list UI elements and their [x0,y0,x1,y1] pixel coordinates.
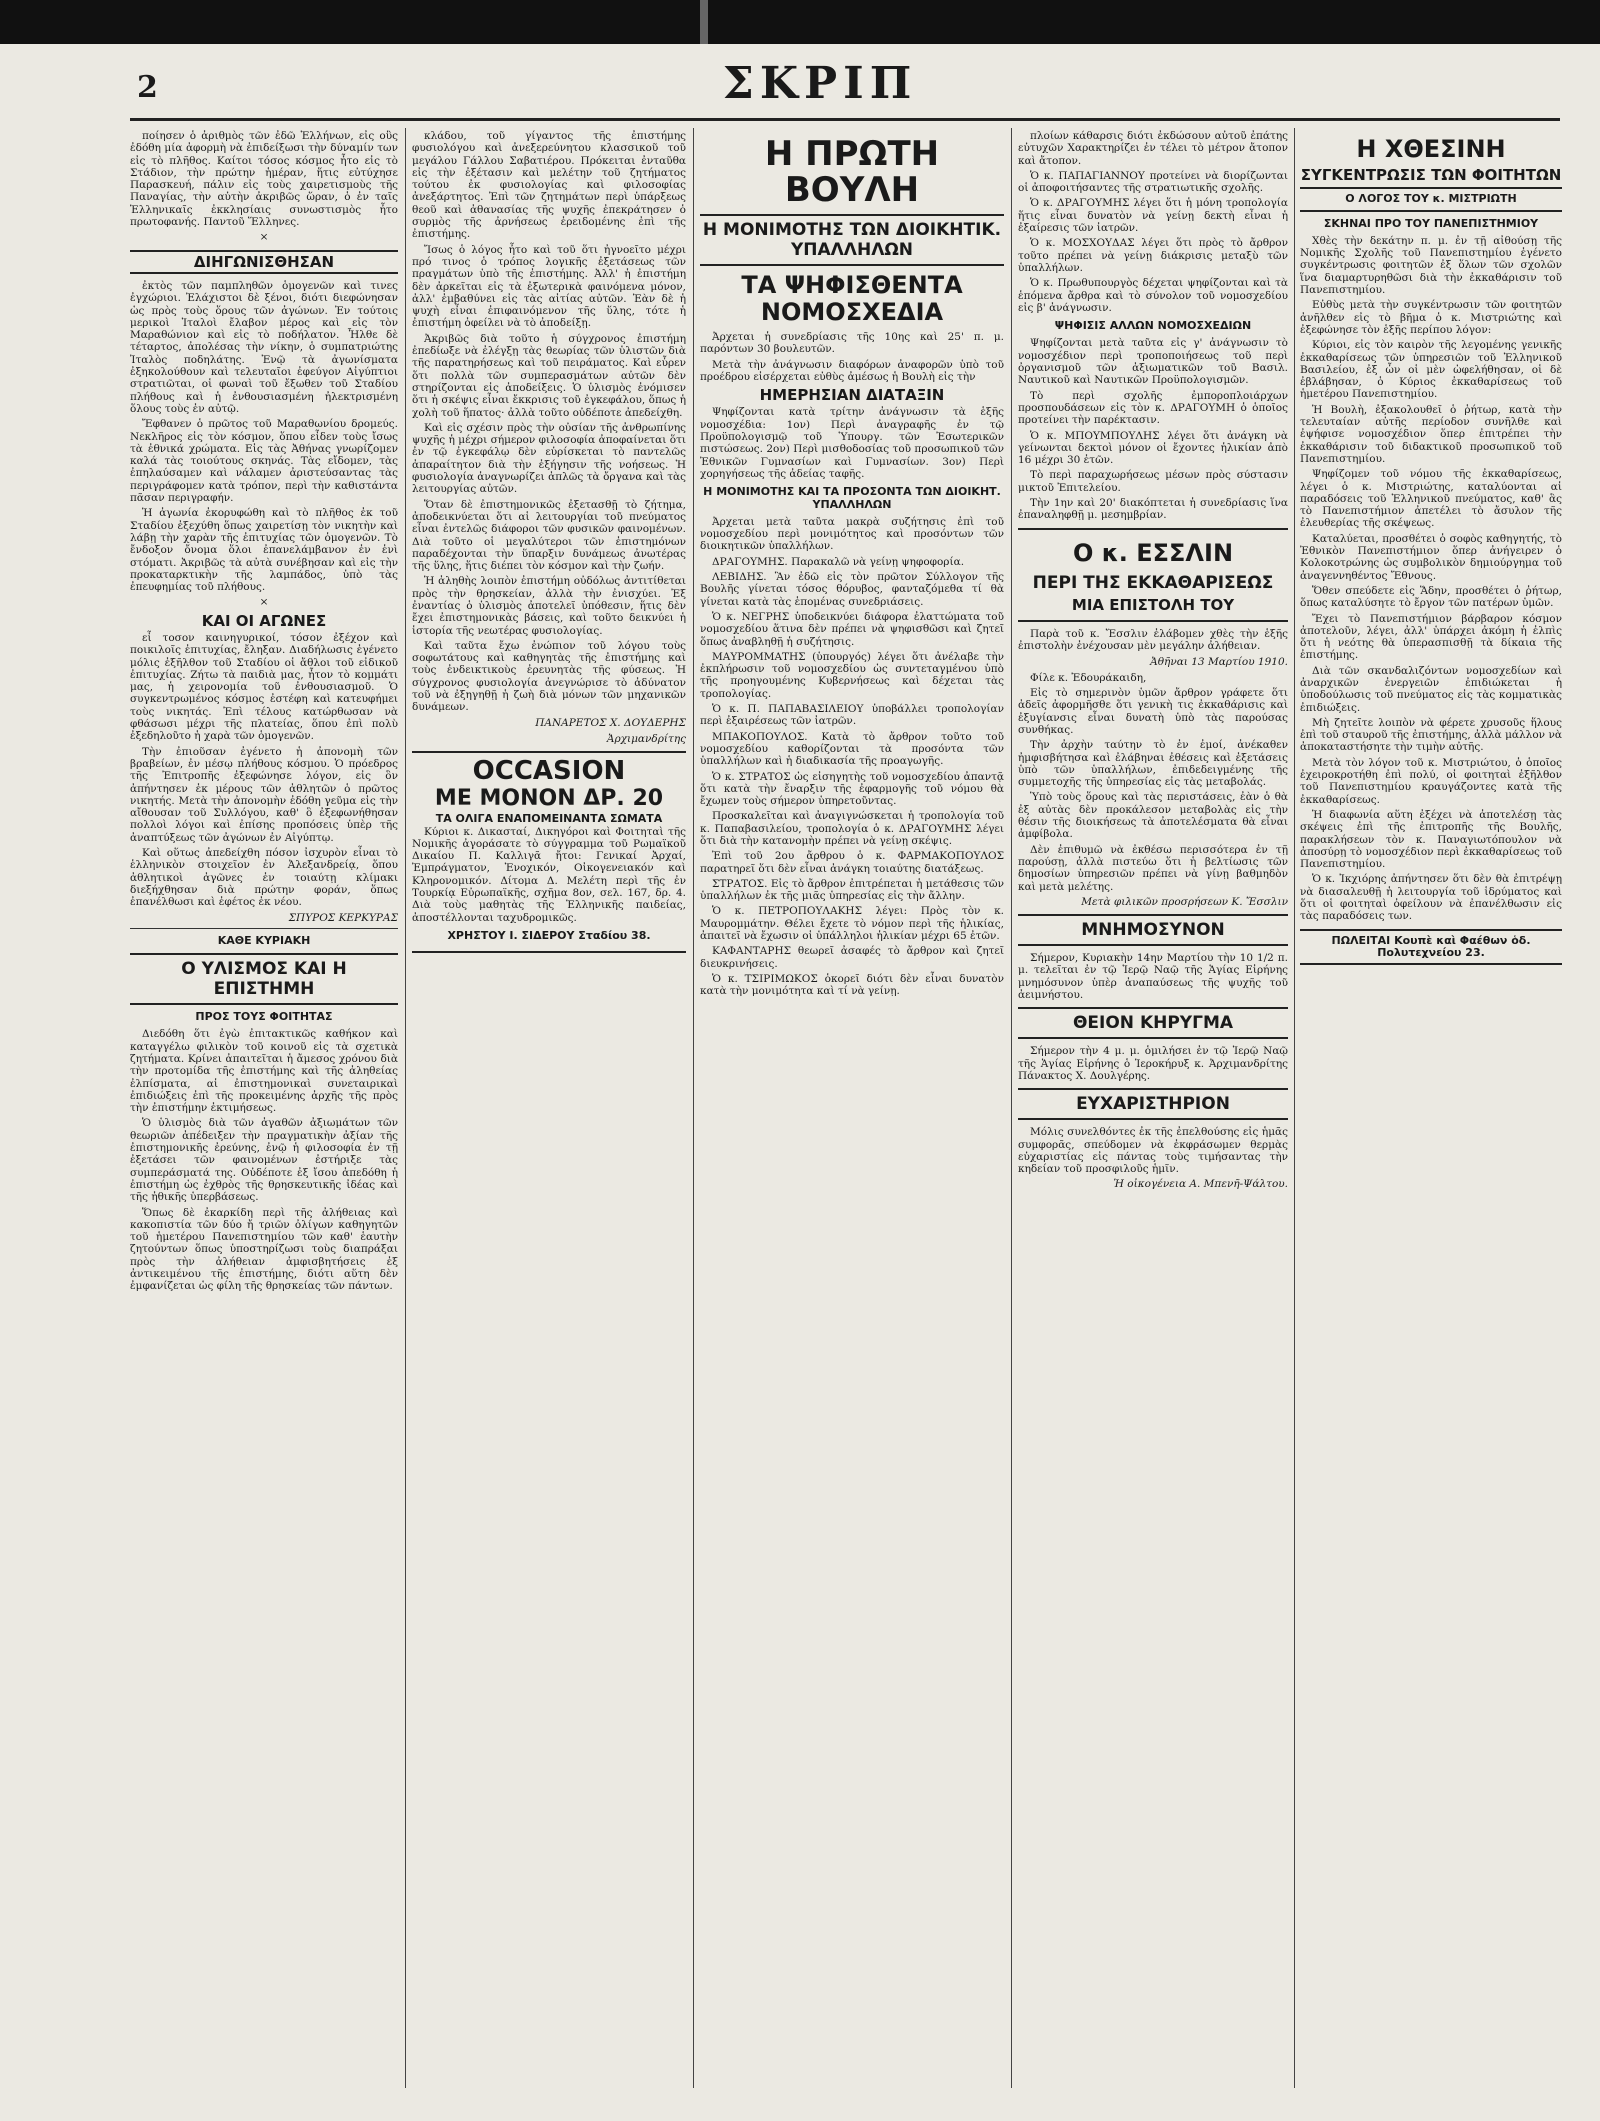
article-signature: Μετὰ φιλικῶν προσρήσεων Κ. Ἔσσλιν [1081,895,1288,908]
article-text: Ἀκριβῶς διὰ τοῦτο ἡ σύγχρονος ἐπιστήμη ἐπεδίωξε νὰ ἐλέγξῃ τὰς θεωρίας τῶν ὑλιστῶν διὰ τῆς παρατηρήσεως καὶ τοῦ πειράματος. Καὶ εὗρεν ὅτι πολλὰ τῶν συμπερασμάτων αὐτῶν δὲν στηρίζονται εἰς ἀποδείξεις. Ὁ ὑλισμὸς ἐνόμισεν ὅτι ἡ σκέψις εἶναι ἔκκρισις τοῦ ἐγκεφάλου, ὅπως ἡ χολὴ τοῦ ἥπατος· ἀλλὰ τοῦτο οὐδέποτε ἀπεδείχθη. [412,332,686,419]
classified-ad: ΠΩΛΕΙΤΑΙ Κουπὲ καὶ Φαέθων ὁδ. Πολυτεχνείου 23. [1300,929,1562,966]
page-number: 2 [137,70,158,105]
article-text: Ὁ κ. ΝΕΓΡΗΣ ὑποδεικνύει διάφορα ἐλαττώματα τοῦ νομοσχεδίου ἅτινα δὲν πρέπει νὰ ψηφισθῶσι καὶ ζητεῖ ὅπως ἀναβληθῇ ἡ συζήτησις. [700,610,1004,648]
article-text: Μετὰ τὸν λόγον τοῦ κ. Μιστριώτου, ὁ ὁποῖος ἐχειροκροτήθη ἐπὶ πολύ, οἱ φοιτηταὶ ἐξῆλθον τοῦ Πανεπιστημίου κραυγάζοντες κατὰ τῆς ἐκκαθαρίσεως. [1300,756,1562,806]
article-text: ΜΠΑΚΟΠΟΥΛΟΣ. Κατὰ τὸ ἄρθρον τοῦτο τοῦ νομοσχεδίου καθορίζονται τὰ προσόντα τῶν ὑπαλλήλων καὶ ἡ διαδικασία τῆς προαγωγῆς. [700,730,1004,768]
article-text: Προσκαλεῖται καὶ ἀναγιγνώσκεται ἡ τροπολογία τοῦ κ. Παπαβασιλείου, τροπολογία ὁ κ. ΔΡΑΓΟΥΜΗΣ λέγει ὅτι διὰ τὴν κατανομὴν πρέπει νὰ γείνῃ σκέψις. [700,810,1004,847]
ad-price: ΜΕ ΜΟΝΟΝ ΔΡ. 20 [434,786,664,812]
article-text: Καὶ εἰς σχέσιν πρὸς τὴν οὐσίαν τῆς ἀνθρωπίνης ψυχῆς ἡ μέχρι σήμερον φιλοσοφία ἀποφαίνεται ὅτι ἐν τῷ ἐγκεφάλῳ δὲν εὑρίσκεται τὸ παντελῶς ἀπαραίτητον διὰ τὴν ἐξήγησιν τῆς νοήσεως. Ἡ φυσιολογία ἀναγνωρίζει ἀπλῶς τὰ ὄργανα καὶ τὰς λειτουργίας αὐτῶν. [412,421,686,496]
article-headline-line-2: ΠΕΡΙ ΤΗΣ ΕΚΚΑΘΑΡΙΣΕΩΣ [1032,572,1274,593]
top-scan-border [0,0,1600,44]
article-text: Μετὰ τὴν ἀνάγνωσιν διαφόρων ἀναφορῶν ὑπὸ τοῦ προέδρου εἰσέρχεται εὐθὺς ἀμέσως ἡ Βουλὴ εἰς τὴν [700,358,1004,383]
article-text: ΔΡΑΓΟΥΜΗΣ. Παρακαλῶ νὰ γείνῃ ψηφοφορία. [712,555,965,568]
article-text: Ἀρχεται μετὰ ταῦτα μακρὰ συζήτησις ἐπὶ τοῦ νομοσχεδίου περὶ μονιμότητος καὶ προσόντων τῶν διοικητικῶν ὑπαλλήλων. [700,515,1004,553]
article-text: Ὅταν δὲ ἐπιστημονικῶς ἐξετασθῇ τὸ ζήτημα, ἀποδεικνύεται ὅτι αἱ λειτουργίαι τοῦ πνεύματος εἶναι ἐντελῶς διάφοροι τῶν φυσικῶν φαινομένων. Διὰ τοῦτο οἱ μεγαλύτεροι τῶν ἐπιστημόνων παραδέχονται τὴν ὕπαρξιν δυνάμεως ἀνωτέρας τῆς ὕλης, ἥτις διέπει τὸν κόσμον καὶ τὴν ζωήν. [412,498,686,573]
article-text: Ὁ κ. ΠΑΠΑΓΙΑΝΝΟΥ προτείνει νὰ διορίζωνται οἱ ἀποφοιτήσαντες τῆς στρατιωτικῆς σχολῆς. [1018,169,1288,195]
article-text: Ὁ κ. Ἰκχιόρης ἀπήντησεν ὅτι δὲν θὰ ἐπιτρέψῃ νὰ διασαλευθῇ ἡ λειτουργία τοῦ ἱδρύματος καὶ ὅτι οἱ φοιτηταὶ ὀφείλουν νὰ ἐπανέλθωσιν εἰς τὰς παραδόσεις των. [1300,873,1562,923]
article-text: Ψηφίζονται μετὰ ταῦτα εἰς γ' ἀνάγνωσιν τὸ νομοσχέδιον περὶ τροποποιήσεως τοῦ περὶ ὀργανισμοῦ τῶν ἀξιωματικῶν τοῦ Βασιλ. Ναυτικοῦ καὶ Ναυτικῶν Προϋπολογισμῶν. [1018,337,1288,387]
article-text: Τὸ περὶ παραχωρήσεως μέσων πρὸς σύστασιν μικτοῦ Ἐπιτελείου. [1018,469,1288,494]
article-text: ΚΑΦΑΝΤΑΡΗΣ θεωρεῖ ἀσαφές τὸ ἄρθρον καὶ ζητεῖ διευκρινήσεις. [700,945,1004,970]
article-headline-line-2: ΣΥΓΚΕΝΤΡΩΣΙΣ ΤΩΝ ΦΟΙΤΗΤΩΝ [1300,166,1562,184]
notice-text: Μόλις συνελθόντες ἐκ τῆς ἐπελθούσης εἰς ἡμᾶς συμφορᾶς, σπεύδομεν νὰ ἐκφράσωμεν θερμὰς εὐχαριστίας εἰς πάντας τοὺς τιμήσαντας τὴν κηδείαν τοῦ προσφιλοῦς ἡμῖν. [1018,1126,1288,1176]
section-heading: ΨΗΦΙΣΙΣ ΑΛΛΩΝ ΝΟΜΟΣΧΕΔΙΩΝ [1054,319,1252,333]
article-text: Ἐπὶ τοῦ 2ου ἄρθρου ὁ κ. ΦΑΡΜΑΚΟΠΟΥΛΟΣ παρατηρεῖ ὅτι δὲν εἶναι ἀνάγκη τοιαύτης διατάξεως. [700,850,1004,875]
article-text: Καὶ οὕτως ἀπεδείχθη πόσον ἰσχυρὸν εἶναι τὸ ἑλληνικὸν στοιχεῖον ἐν Ἀλεξανδρείᾳ, ὅπου ἀθλητικοὶ ἀγῶνες ἐν τοιαύτῃ κλίμακι διεξήχθησαν διὰ πρώτην φοράν, ὅπως ἐπανέλθωσι καὶ ἐφέτος ἐκ νέου. [130,847,398,909]
article-subheading-2: ΣΚΗΝΑΙ ΠΡΟ ΤΟΥ ΠΑΝΕΠΙΣΤΗΜΙΟΥ [1323,216,1539,230]
article-subheading: Ο ΛΟΓΟΣ ΤΟΥ κ. ΜΙΣΤΡΙΩΤΗ [1300,187,1562,211]
article-text: Τὴν 1ην καὶ 20' διακόπτεται ἡ συνεδρίασις ἵνα ἐπαναληφθῇ μ. μεσημβρίαν. [1018,497,1288,522]
ad-address: ΧΡΗΣΤΟΥ Ι. ΣΙΔΕΡΟΥ Σταδίου 38. [447,928,651,942]
article-text: Τὴν ἐπιοῦσαν ἐγένετο ἡ ἀπονομὴ τῶν βραβείων, ἐν μέσῳ πλήθους κόσμου. Ὁ πρόεδρος τῆς Ἐπιτροπῆς ἐξεφώνησε λόγον, εἰς ὃν ἀπήντησεν ἐκ μέρους τῶν ἀθλητῶν ὁ πρῶτος νικητής. Μετὰ τὴν ἀπονομὴν ἐδόθη γεῦμα εἰς τὴν αἴθουσαν τοῦ Συλλόγου, καθ' ὃ ἐξεφωνήθησαν πολλοὶ λόγοι καὶ ἐπίσης προπόσεις ὑπὲρ τῆς ἀναπτύξεως τῶν ἀγώνων ἐν Αἰγύπτῳ. [130,745,398,844]
article-text: Δὲν ἐπιθυμῶ νὰ ἐκθέσω περισσότερα ἐν τῇ παρούσῃ, ἀλλὰ πιστεύω ὅτι ἡ βελτίωσις τῶν δημοσίων ὑπηρεσιῶν πρέπει νὰ γίνῃ βαθμηδὸν καὶ μετὰ μελέτης. [1018,843,1288,893]
advertisement [412,751,686,953]
article-text: Καταλύεται, προσθέτει ὁ σοφὸς καθηγητής, τὸ Ἐθνικὸν Πανεπιστήμιον ὅπερ ἀνήγειρεν ὁ Κολοκοτρώνης ὡς συμβολικὸν δημιούργημα τοῦ ἀναγεννηθέντος Ἔθνους. [1300,532,1562,582]
article-text: Ὅθεν σπεύδετε εἰς Ἅδην, προσθέτει ὁ ῥήτωρ, ὅπως καταλύσητε τὸ ἔργον τῶν πατέρων ὑμῶν. [1300,584,1562,610]
article-subheading: ΜΙΑ ΕΠΙΣΤΟΛΗ ΤΟΥ [1071,595,1235,614]
letter-greeting: Φίλε κ. Ἐδουράκαιδη, [1030,671,1147,684]
article-text: Ψηφίζομεν τοῦ νόμου τῆς ἐκκαθαρίσεως, λέγει ὁ κ. Μιστριώτης, καταλύονται αἱ παραδόσεις τοῦ Ἑλληνικοῦ πνεύματος, καθ' ἃς τὸ Πανεπιστήμιον ἀπετέλει τὸ ἄσυλον τῆς ἐλευθερίας τῆς σκέψεως. [1300,468,1562,530]
article-headline: Η ΧΘΕΣΙΝΗ [1356,135,1506,163]
kicker: ΚΑΘΕ ΚΥΡΙΑΚΗ [217,933,311,947]
notice-text: Σήμερον τὴν 4 μ. μ. ὁμιλήσει ἐν τῷ Ἱερῷ Ναῷ τῆς Ἁγίας Εἰρήνης ὁ Ἱεροκήρυξ κ. Ἀρχιμανδρίτης Πάνακτος Χ. Δουλγέρης. [1018,1045,1288,1082]
article-text: εἶ τοσον καινηγυρικοί, τόσον ἐξέχον καὶ ποικιλοῖς ἐπιτυχίας, ἔληξαν. Διαδήλωσις ἐγένετο μόλις ἐξῆλθον τοῦ Σταδίου οἱ ἄθλοι τοῦ εἰδικοῦ ἐπιτυχίας. Ζήτω τὰ παιδιὰ μας, ἦτον τὸ κομμάτι μας, ἡ χειρονομία τοῦ ἐνθουσιασμοῦ. Ὁ συγκεντρωμένος κόσμος ἐστέφη καὶ κατευφήμει τοὺς νικητάς. Ἐπὶ τέλους κατώρθωσαν νὰ φθάσωσι μέχρι τῆς πλατείας, ὅπου ἐπὶ πολὺ ἐξεδηλοῦτο ἡ χαρὰ τῶν ὁμογενῶν. [130,631,398,743]
article-text: Ὁ κ. ΜΟΣΧΟΥΔΑΣ λέγει ὅτι πρὸς τὸ ἄρθρον τοῦτο πρέπει νὰ γείνῃ διάκρισις μεταξὺ τῶν ὑπαλλήλων. [1018,237,1288,274]
column-divider [1294,128,1295,2088]
section-heading: ΗΜΕΡΗΣΙΑΝ ΔΙΑΤΑΞΙΝ [759,386,945,405]
main-headline-line-2: Η ΜΟΝΙΜΟΤΗΣ ΤΩΝ ΔΙΟΙΚΗΤΙΚ. ΥΠΑΛΛΗΛΩΝ [700,214,1004,266]
article-signature: ΣΠΥΡΟΣ ΚΕΡΚΥΡΑΣ [288,911,398,924]
column-divider [405,128,406,2088]
article-text: Ἀρχεται ἡ συνεδρίασις τῆς 10ης καὶ 25' π. μ. παρόντων 30 βουλευτῶν. [700,331,1004,356]
article-text: Εἰς τὸ σημερινὸν ὑμῶν ἄρθρον γράφετε ὅτι ἀδεῖς ἀφορμῆσθε ὅτι γενικὴ τις ἐκκαθάρισις καὶ ἐξυγίανσις εἶναι δυνατὴ ὑπὸ τὰς παρούσας συνθήκας. [1018,687,1288,736]
article-text: Διὰ τῶν σκανδαλιζόντων νομοσχεδίων καὶ ἀναρχικῶν ἐνεργειῶν ἐπιδιώκεται ἡ ὑποδούλωσις τοῦ πνεύματος εἰς τὰς κομματικὰς ἐπιδιώξεις. [1300,664,1562,714]
article-signature: ΠΑΝΑΡΕΤΟΣ Χ. ΔΟΥΔΕΡΗΣ [535,716,686,729]
ad-title: OCCASION [472,756,626,787]
header-rule [130,118,1560,121]
article-text: Ἡ Βουλὴ, ἐξακολουθεῖ ὁ ῥήτωρ, κατὰ τὴν τελευταίαν αὐτῆς περίοδον συνῆλθε καὶ ἐψήφισε νομοσχέδιον ὅπερ ἐπιτρέπει τὴν ἐκκαθάρισιν τοῦ διδακτικοῦ προσωπικοῦ τοῦ Πανεπιστημίου. [1300,403,1562,465]
article-text: κλάδου, τοῦ γίγαντος τῆς ἐπιστήμης φυσιολόγου καὶ ἀνεξερεύνητου κλασσικοῦ τοῦ μεγάλου Γάλλου Σαβατιέρου. Πρόκειται ἐνταῦθα εἰς τὴν ἐξέτασιν καὶ μελέτην τοῦ ζητήματος τούτου ἐκ φυσιολογίας καὶ φιλοσοφίας ἀνεξάρτητος. Ἐπὶ τῶν ζητημάτων περὶ ὑπάρξεως θεοῦ καὶ ἀθανασίας τῆς ψυχῆς ἐπεκράτησεν ὁ συρμὸς τῆς ἀρνήσεως ἐρειδομένης ἐπὶ τῆς ἐπιστήμης. [412,130,686,241]
article-text: ΛΕΒΙΔΗΣ. Ἂν ἐδῶ εἰς τὸν πρῶτον Σύλλογον τῆς Βουλῆς γίνεται τόσος θόρυβος, φανταζόμεθα τί θὰ γίνεται κατὰ τὰς ἑπομένας συνεδριάσεις. [700,571,1004,608]
notice-heading: ΘΕΙΟΝ ΚΗΡΥΓΜΑ [1018,1007,1288,1039]
article-text: Ἔφθανεν ὁ πρῶτος τοῦ Μαραθωνίου δρομεύς. Νεκλῆρος εἰς τὸν κόσμον, ὅπου εἶδεν τοὺς ἴσως τὰ ἐθνικά χρώματα. Εἰς τὰς Ἀθήνας γνωρίζομεν καλά τὰς τοιούτους σκηνάς. Τὰς εἴδομεν, τὰς ἐπηλαύσαμεν καὶ νάλαμεν ἀριστεύσαντας τὰς περιγράφομεν κατὰ τρόπον, περὶ τὴν καθιστάντα πᾶσαν περιγραφήν. [130,418,398,505]
article-text: ΜΑΥΡΟΜΜΑΤΗΣ (ὑπουργός) λέγει ὅτι ἀνέλαβε τὴν ἐκπλήρωσιν τοῦ νομοσχεδίου ὡς συντεταγμένου ὑπὸ τῆς προηγουμένης Κυβερνήσεως καὶ δέχεται τὰς τροπολογίας. [700,650,1004,700]
article-subheading: ΠΡΟΣ ΤΟΥΣ ΦΟΙΤΗΤΑΣ [195,1010,333,1024]
column-2 [412,130,686,2080]
article-headline: Ο ΥΛΙΣΜΟΣ ΚΑΙ Η ΕΠΙΣΤΗΜΗ [130,953,398,1005]
article-text: Διεδόθη ὅτι ἐγὼ ἐπιτακτικῶς καθήκον καὶ καταγγέλω φιλικὸν τοῦ κοινοῦ εἰς τὰ σχετικὰ ζητήματα. Κρίνει ἀπαιτεῖται ἡ ἄμεσος χρόνου διὰ τὴν προτομίδα τῆς ἐπιστήμης καὶ τῆς ἀληθείας ἐλπίσματα, αἱ ἐπιστημονικαὶ συνεταιρικαὶ ἐπιδιώξεις ἐπὶ τῆς προκειμένης ἀρχῆς τῆς πρὸς τὴν ἐπιστήμην ἐκτιμήσεως. [130,1028,398,1115]
article-text: Ἡ ἀληθὴς λοιπὸν ἐπιστήμη οὐδόλως ἀντιτίθεται πρὸς τὴν θρησκείαν, ἀλλὰ τὴν ἐνισχύει. Ἐξ ἐναντίας ὁ ὑλισμὸς ἀποτελεῖ ὑπόθεσιν, ἥτις δὲν ἔχει ἐπιστημονικὰς βάσεις, καὶ τοῦτο δεικνύει ἡ ἱστορία τῆς νεωτέρας φυσιολογίας. [412,575,686,637]
article-text: Ὁ κ. ΔΡΑΓΟΥΜΗΣ λέγει ὅτι ἡ μόνη τροπολογία ἥτις εἶναι δυνατὸν νὰ γείνῃ δεκτὴ εἶναι ἡ ἐξαίρεσις τῶν ἰατρῶν. [1018,197,1288,235]
article-text: Ὁ κ. ΜΠΟΥΜΠΟΥΛΗΣ λέγει ὅτι ἀνάγκη νὰ γείνωνται δεκτοὶ μόνον οἱ ἔχοντες ἡλικίαν ἀπὸ 16 μέχρι 30 ἐτῶν. [1018,429,1288,467]
article-text: Τὸ περὶ σχολῆς ἐμποροπλοιάρχων προσπουδάσεων εἰς τὸν κ. ΔΡΑΓΟΥΜΗ ὁ ὁποῖος προτείνει τὴν παρέκτασιν. [1018,389,1288,427]
article-text: Ἔχει τὸ Πανεπιστήμιον βάρβαρον κόσμον ἀποτελοῦν, λέγει, ἀλλ' ὑπάρχει ἀκόμη ἡ ἐλπὶς ὅτι ἡ νεότης θὰ ὑπερασπισθῇ τὰ δίκαια τῆς ἐπιστήμης. [1300,612,1562,662]
article-text: Ψηφίζονται κατὰ τρίτην ἀνάγνωσιν τὰ ἑξῆς νομοσχέδια: 1ον) Περὶ ἀναγραφῆς ἐν τῷ Προϋπολογισμῷ τοῦ Ὑπουργ. τῶν Ἐσωτερικῶν πιστώσεως. 2ον) Περὶ μισθοδοσίας τοῦ προσωπικοῦ τῶν Ἐθνικῶν Γυμνασίων καὶ Γυμνασίων. 3ον) Περὶ χορηγήσεως τῆς ἀδείας ταφῆς. [700,406,1004,480]
article-text: Κύριοι, εἰς τὸν καιρὸν τῆς λεγομένης γενικῆς ἐκκαθαρίσεως τῶν ὑπηρεσιῶν τοῦ Ἑλληνικοῦ Βασιλείου, ἐξ ὧν οἱ μὲν ὠφελήθησαν, οἱ δὲ ἐβλάβησαν, ὁ Κύριος ἐκκαθαρίσεως τοῦ ἡμετέρου Πανεπιστημίου. [1300,339,1562,401]
article-text: Χθὲς τὴν δεκάτην π. μ. ἐν τῇ αἰθούσῃ τῆς Νομικῆς Σχολῆς τοῦ Πανεπιστημίου ἐγένετο συγκέντρωσις φοιτητῶν ἐξ ὅλων τῶν σχολῶν ἵνα διαμαρτυρηθῶσι διὰ τὴν ἐκκαθάρισιν τοῦ Πανεπιστημίου. [1300,234,1562,297]
signature-role: Ἀρχιμανδρίτης [606,732,686,745]
article-text: Ὁ κ. ΣΤΡΑΤΟΣ ὡς εἰσηγητὴς τοῦ νομοσχεδίου ἀπαντᾷ ὅτι κατὰ τὴν ἔναρξιν τῆς ἐφαρμογῆς τοῦ νόμου θὰ ἔχωμεν τοὺς σήμερον ὑπηρετοῦντας. [700,770,1004,808]
letter-date: Ἀθῆναι 13 Μαρτίου 1910. [1150,655,1288,668]
article-text: ἐκτὸς τῶν παμπληθῶν ὁμογενῶν καὶ τινες ἐγχώριοι. Ἐλάχιστοι δὲ ξένοι, διότι διεφώνησαν ὡς πρὸς τοὺς ὅρους τῶν ἀγώνων. Ἐν τούτοις μερικοὶ Ἰταλοὶ ἔλαβον μέρος καὶ εἰς τὸν Μαραθώνιον καὶ εἰς τὸ ποδήλατον. Ἦλθε δὲ τέταρτος, ἀπολέσας τὴν νίκην, ὁ συμπατριώτης Ἰταλὸς ποδηλάτης. Ἐνῷ τὰ ἀγωνίσματα ἐξηκολούθουν καὶ τελευταῖοι ἐφεύγον Αἰγύπτιοι στρατιῶται, οἱ φωναὶ τοῦ ἔξωθεν τοῦ Σταδίου πλήθους καὶ ἡ ἐνθουσιασμένη ἠλεκτρισμένη ὅλους τοὺς ἐν αὐτῷ. [130,279,398,415]
article-text: Παρὰ τοῦ κ. Ἔσσλιν ἐλάβομεν χθὲς τὴν ἑξῆς ἐπιστολὴν ἐνέχουσαν μὲν μεγάλην ἀλήθειαν. [1018,627,1288,653]
article-text: Εὐθὺς μετὰ τὴν συγκέντρωσιν τῶν φοιτητῶν ἀνῆλθεν εἰς τὸ βῆμα ὁ κ. Μιστριώτης καὶ ἐξεφώνησε τὸν ἑξῆς περίπου λόγον: [1300,299,1562,336]
column-divider [693,128,694,2088]
column-1 [130,130,398,2080]
notice-heading: ΕΥΧΑΡΙΣΤΗΡΙΟΝ [1018,1088,1288,1120]
article-text: Τὴν ἀρχὴν ταύτην τὸ ἐν ἐμοί, ἀνέκαθεν ἠμφισβήτησα καὶ ἐλάβηναι ἐθέσεις καὶ ἐξετάσεις ὑπὸ τῶν ὑπαλλήλων, ἐπιδεδειγμένης τῆς συμμετοχῆς τῆς ὑπηρεσίας εἰς τὰς μεταβολάς. [1018,739,1288,789]
article-text: ΣΤΡΑΤΟΣ. Εἰς τὸ ἄρθρον ἐπιτρέπεται ἡ μετάθεσις τῶν ὑπαλλήλων ἐκ τῆς μιᾶς ὑπηρεσίας εἰς τὴν ἄλλην. [700,877,1004,903]
article-text: Ὅπως δὲ ἐκαρκίδη περὶ τῆς ἀλήθειας καὶ κακοπιστία τῶν δύο ἤ τριῶν ὀλίγων καθηγητῶν τοῦ ἡμετέρου Πανεπιστημίου τῶν καθ' ἑαυτὴν ζητούντων ὅπως ὑποστηρίζωσι τοὺς διαπράξαι πρὸς τὴν ἀλήθειαν ἀμφισβητήσεις ἐξ ἀντικειμένου τῆς ἐπιστήμης, διότι αὕτη δὲν ἐμφανίζεται ὡς φίλη τῆς θρησκείας τῶν πάντων. [130,1206,398,1293]
notice-heading: ΜΝΗΜΟΣΥΝΟΝ [1018,914,1288,946]
separator-cross: × [259,596,269,609]
main-headline: Η ΠΡΩΤΗ ΒΟΥΛΗ [764,134,940,210]
article-text: Ἡ ἀγωνία ἐκορυφώθη καὶ τὸ πλῆθος ἐκ τοῦ Σταδίου ἐξεχύθη ὅπως χαιρετίσῃ τὸν νικητὴν καὶ λάβῃ τὴν χαρὰν τῆς ἐπιτυχίας τῶν ὁμογενῶν. Τὸ ἔνδοξον ὄνομα ὅλοι ἐπανελάμβανον ἐν ἑνὶ στόματι. Ἀκριβῶς τὰ αὐτὰ συνέβησαν καὶ εἰς τὴν προκαταρκτικὴν τῆς λαμπάδος, ὑπὸ τὰς ἐπευφημίας τοῦ πλήθους. [130,507,398,594]
article-text: ποίησεν ὁ ἀριθμὸς τῶν ἐδῶ Ἑλλήνων, εἰς οὓς ἐδόθη μία ἀφορμὴ νὰ ἐπιδείξωσι τὴν δύναμίν των εἰς τὸ πλῆθος. Καίτοι τόσος κόσμος ἦτο εἰς τὸ Στάδιον, τὴν πρώτην ἡμέραν, ἥτις εὐτύχησε Παρασκευή, πάλιν εἰς τοὺς χαιρετισμοὺς τῆς Παναγίας, τὴν αὐτὴν ἀκριβῶς ὥραν, ὁ ἐν ταῖς Ἑλληνικαῖς ἐκκλησίαις συνωστισμὸς ἦτο πρωτοφανής. Παντοῦ Ἕλληνες. [130,130,398,229]
separator-cross: × [259,231,269,244]
column-3 [700,130,1004,2080]
divider [130,928,398,929]
article-text: Καὶ ταῦτα ἔχω ἐνώπιον τοῦ λόγου τοὺς σοφωτάτους καὶ καθηγητὰς τῆς ἐπιστήμης καὶ τοὺς ἐνδεικτικοὺς ἐρευνητὰς τῆς φύσεως. Ἡ σύγχρονος φυσιολογία ἀνεγνώρισε τὸ ἀδύνατον τοῦ νὰ ἐξηγηθῇ ἡ ζωὴ διὰ μόνων τῶν μηχανικῶν δυνάμεων. [412,639,686,714]
masthead: ΣΚΡΙΠ [722,58,918,109]
column-5 [1300,130,1562,2080]
main-headline-line-3: ΤΑ ΨΗΦΙΣΘΕΝΤΑ ΝΟΜΟΣΧΕΔΙΑ [741,271,963,326]
article-text: Ὁ κ. ΠΕΤΡΟΠΟΥΛΑΚΗΣ λέγει: Πρὸς τὸν κ. Μαυρομμάτην. Θέλει ἔχετε τὸ νόμον περὶ τῆς ἡλικίας, ἀπαιτεῖ νὰ ἔχωσιν οἱ ὑπάλληλοι ἡλικίαν μέχρι 65 ἐτῶν. [700,905,1004,943]
article-text: Ὁ κ. Π. ΠΑΠΑΒΑΣΙΛΕΙΟΥ ὑποβάλλει τροπολογίαν περὶ ἐξαιρέσεως τῶν ἰατρῶν. [700,703,1004,728]
column-4 [1018,130,1288,2080]
article-text: Ὁ ὑλισμὸς διὰ τῶν ἀγαθῶν ἀξιωμάτων τῶν θεωριῶν ἀπέδειξεν τὴν πραγματικὴν ἀξίαν τῆς ἐπιστημονικῆς ἐρεύνης, ἐνῷ ἡ φιλοσοφία ἐν τῇ ἐξετάσει τῶν φαινομένων ἐστήριξε τὰς συμπεράσματά της. Οὐδέποτε ἐξ ἴσου ἀπεδόθη ἡ ἐπιστήμη ὡς ἐχθρὸς τῆς θρησκευτικῆς ἰδέας καὶ τῆς ἠθικῆς ὑπερβάσεως. [130,1117,398,1204]
article-text: πλοίων κάθαρσις διότι ἐκδώσουν αὐτοῦ ἐπάτης εὐτυχῶν Χαρακτηρίζει ἐν τέλει τὸ μέτρον ἄτοπον καὶ ἄτοπον. [1018,130,1288,167]
article-text: Μὴ ζητεῖτε λοιπὸν νὰ φέρετε χρυσοῦς ἥλους ἐπὶ τοῦ σταυροῦ τῆς ἐπιστήμης, ἀλλὰ μάλλον νὰ ἀποκαταστήσητε τὴν τιμὴν αὐτῆς. [1300,716,1562,754]
section-heading: ΚΑΙ ΟΙ ΑΓΩΝΕΣ [201,611,327,630]
notice-text: Σήμερον, Κυριακὴν 14ην Μαρτίου τὴν 10 1/2 π. μ. τελεῖται ἐν τῷ Ἱερῷ Ναῷ τῆς Ἁγίας Εἰρήνης μνημόσυνον ὑπὲρ ἀναπαύσεως τῆς ψυχῆς τοῦ ἀειμνήστου. [1018,952,1288,1002]
article-header [1018,528,1288,622]
article-headline: Ο κ. ΕΣΣΛΙΝ [1072,538,1234,567]
section-heading: Η ΜΟΝΙΜΟΤΗΣ ΚΑΙ ΤΑ ΠΡΟΣΟΝΤΑ ΤΩΝ ΔΙΟΙΚΗΤ. ΥΠΑΛΛΗΛΩΝ [703,485,1001,511]
article-text: Ὑπὸ τοὺς ὅρους καὶ τὰς περιστάσεις, ἐὰν ὁ θὰ ἐξ αὐτὰς δὲν προκάλεσον μεταβολὰς εἰς τὴν θέσιν τῆς διοικήσεως τὰ ἀποτελέσματα θὰ εἶναι ἀμφίβολα. [1018,791,1288,841]
article-text: Ὁ κ. ΤΣΙΡΙΜΩΚΟΣ ὁκορεῖ διότι δὲν εἶναι δυνατὸν κατὰ τὴν μονιμότητα καὶ τί νὰ γείνῃ. [700,972,1004,998]
article-text: Ὁ κ. Πρωθυπουργὸς δέχεται ψηφίζονται καὶ τὰ ἑπόμενα ἄρθρα καὶ τὸ σύνολον τοῦ νομοσχεδίου εἰς β' ἀνάγνωσιν. [1018,277,1288,314]
ad-text: Κύριοι κ. Δικασταί, Δικηγόροι καὶ Φοιτηταὶ τῆς Νομικῆς ἀγοράσατε τὸ σύγγραμμα τοῦ Ρωμαϊκοῦ Δικαίου Π. Καλλιγᾶ ἤτοι: Γενικαί Ἀρχαί, Ἐμπράγματον, Ἐνοχικόν, Οἰκογενειακόν καὶ Κληρονομικόν. Δίτομα Δ. Μελέτη περὶ τῆς ἐν Τουρκίᾳ Εὐρωπαϊκῆς, σχῆμα 8ον, σελ. 167, δρ. 4. Διὰ τοὺς μαθητὰς τῆς Ἑλληνικῆς παιδείας, ἀποστέλλονται ταχυδρομικῶς. [412,825,686,924]
section-heading: ΔΙΗΓΩΝΙΣΘΗΣΑΝ [130,250,398,274]
ad-subtitle: ΤΑ ΟΛΙΓΑ ΕΝΑΠΟΜΕΙΝΑΝΤΑ ΣΩΜΑΤΑ [435,812,663,826]
notice-signature: Ἡ οἰκογένεια Α. Μπενῆ-Ψάλτου. [1113,1178,1288,1191]
column-divider [1011,128,1012,2088]
article-text: Ἡ διαφωνία αὕτη ἐξέχει νὰ ἀποτελέσῃ τὰς σκέψεις ἐπὶ τῆς ἐπιτροπῆς τῆς Βουλῆς, παρακλήσεων τὸν κ. Παναγιωτόπουλον νὰ ἀποσύρῃ τὸ νομοσχέδιον περὶ ἐκκαθαρίσεως τοῦ Πανεπιστημίου. [1300,808,1562,871]
article-text: Ἴσως ὁ λόγος ἦτο καὶ τοῦ ὅτι ἠγνοεῖτο μέχρι πρό τινος ὁ τρόπος λογικῆς ἐξετάσεως τῶν πραγμάτων ὑπὸ τῆς ἐπιστήμης. Ἀλλ' ἡ ἐπιστήμη δὲν ἀρκεῖται εἰς τὰ ἐξωτερικὰ φαινόμενα μόνον, ἀλλ' ἐμβαθύνει εἰς τὰς αἰτίας αὐτῶν. Ἐὰν δὲ ἡ ψυχὴ εἶναι ἐπιφαινόμενον τῆς ὕλης, τότε ἡ ἐπιστήμη ὀφείλει νὰ τὸ ἀποδείξῃ. [412,243,686,330]
